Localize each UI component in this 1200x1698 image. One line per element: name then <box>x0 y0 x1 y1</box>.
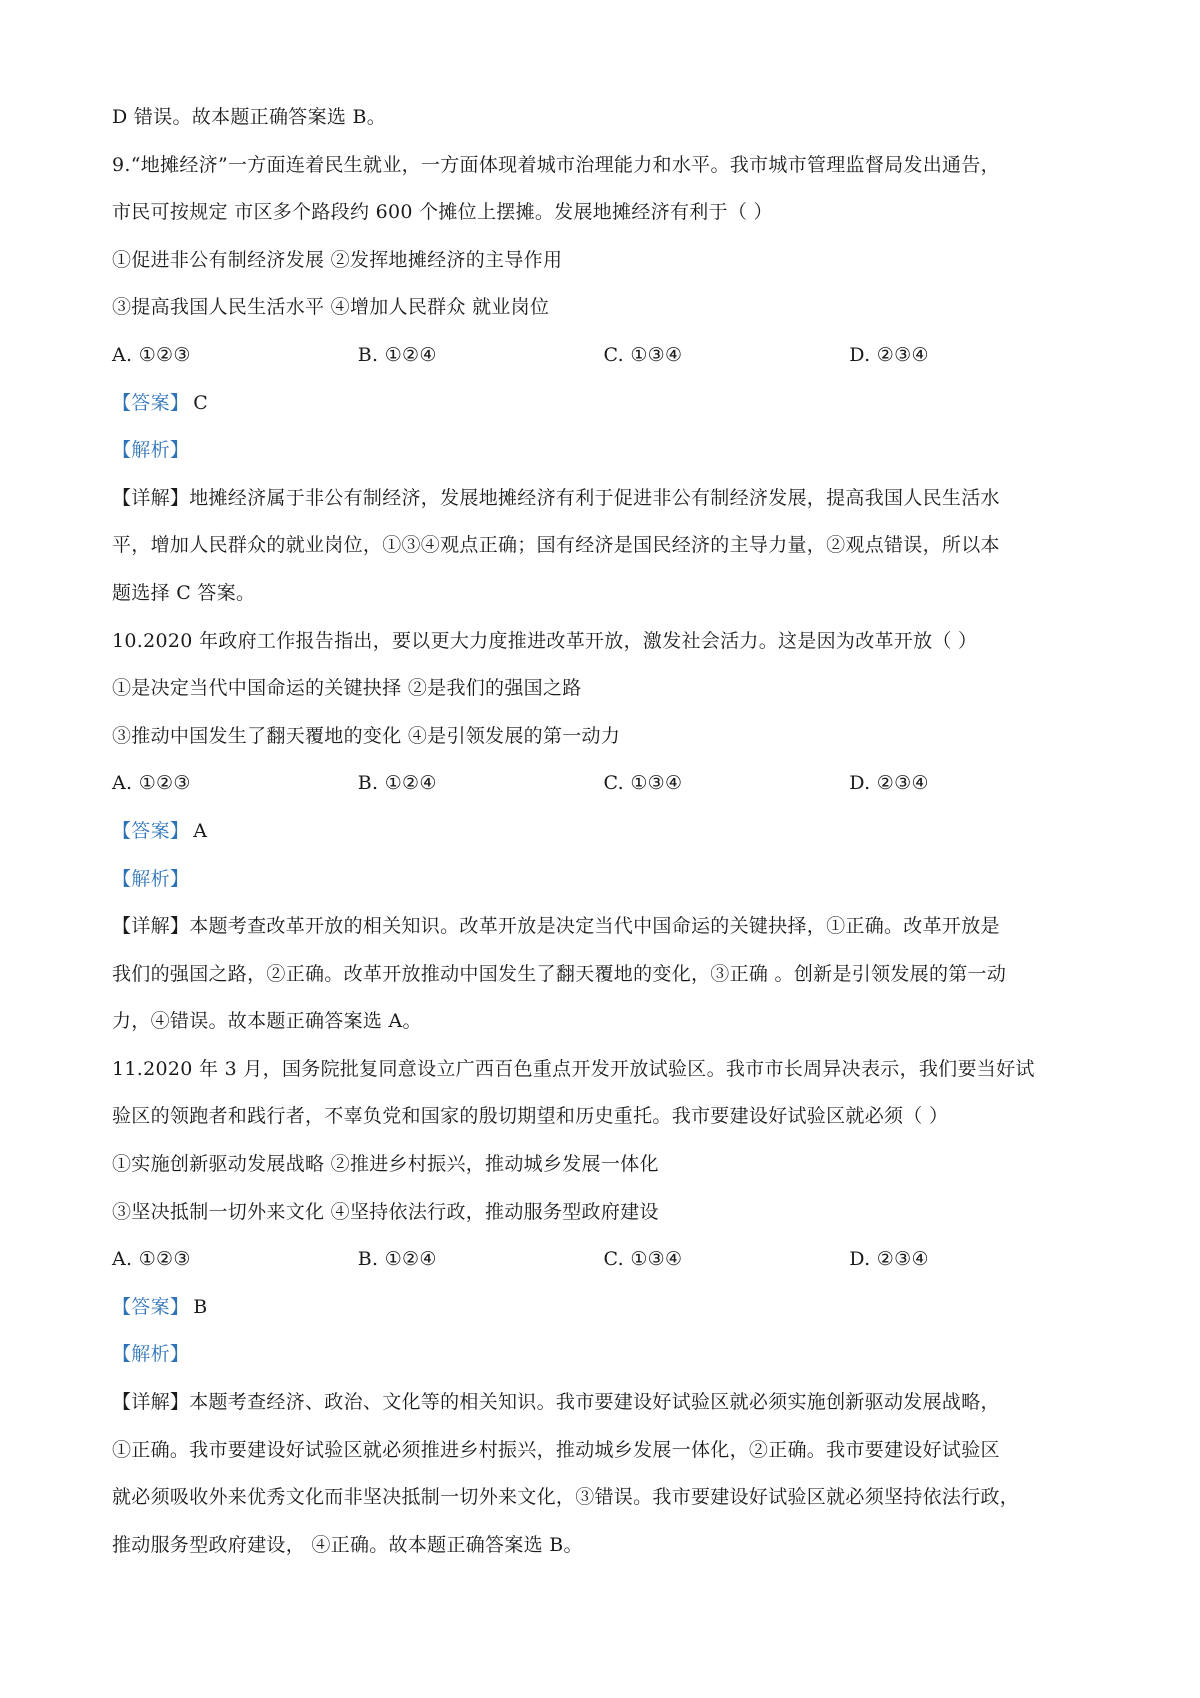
option-d: D. ②③④ <box>849 772 929 795</box>
option-b: B. ①②④ <box>357 772 437 795</box>
question-11 <box>112 1046 1095 1570</box>
statement-line: ③提高我国人民生活水平 ④增加人民群众 就业岗位 <box>112 296 550 319</box>
option-d: D. ②③④ <box>849 343 929 366</box>
question-stem-line: 11.2020 年 3 月，国务院批复同意设立广西百色重点开发开放试验区。我市市长周异决表示，我们要当好试 <box>112 1057 1035 1080</box>
option-a: A. ①②③ <box>112 772 191 795</box>
statement-line: ①促进非公有制经济发展 ②发挥地摊经济的主导作用 <box>112 248 563 271</box>
detail-line: 【详解】本题考查经济、政治、文化等的相关知识。我市要建设好试验区就必须实施创新驱动发展战略， <box>112 1391 1000 1414</box>
option-a: A. ①②③ <box>112 343 191 366</box>
analysis-line <box>112 427 1095 475</box>
question-stem-line: 市民可按规定 市区多个路段约 600 个摊位上摆摊。发展地摊经济有利于（ ） <box>112 201 773 224</box>
analysis-line <box>112 1331 1095 1379</box>
detail-line: 【详解】本题考查改革开放的相关知识。改革开放是决定当代中国命运的关键抉择，①正确。改革开放是 <box>112 915 1000 938</box>
analysis-tag: 【解析】 <box>112 1343 190 1366</box>
detail-line: 力，④错误。故本题正确答案选 A。 <box>112 1010 422 1033</box>
answer-value: B <box>193 1295 208 1318</box>
question-9 <box>112 142 1095 618</box>
analysis-tag: 【解析】 <box>112 439 190 462</box>
question-10 <box>112 618 1095 1046</box>
detail-line: 题选择 C 答案。 <box>112 581 256 604</box>
answer-value: A <box>193 819 208 842</box>
option-c: C. ①③④ <box>603 772 683 795</box>
analysis-tag: 【解析】 <box>112 867 190 890</box>
statement-line: ③坚决抵制一切外来文化 ④坚持依法行政，推动服务型政府建设 <box>112 1200 659 1223</box>
intro-line: D 错误。故本题正确答案选 B。 <box>112 106 387 128</box>
question-stem-line: 9.“地摊经济”一方面连着民生就业，一方面体现着城市治理能力和水平。我市城市管理监督局发出通告， <box>112 153 1000 176</box>
answer-tag: 【答案】 <box>112 391 190 414</box>
option-c: C. ①③④ <box>603 343 683 366</box>
answer-value: C <box>193 391 209 414</box>
answer-line <box>112 380 1095 428</box>
statement-line: ③推动中国发生了翻天覆地的变化 ④是引领发展的第一动力 <box>112 724 621 747</box>
answer-tag: 【答案】 <box>112 1295 190 1318</box>
statement-line: ①实施创新驱动发展战略 ②推进乡村振兴，推动城乡发展一体化 <box>112 1153 659 1176</box>
answer-tag: 【答案】 <box>112 819 190 842</box>
option-b: B. ①②④ <box>357 343 437 366</box>
options-row <box>112 760 1095 808</box>
option-b: B. ①②④ <box>357 1248 437 1271</box>
answer-line <box>112 1284 1095 1332</box>
statement-line: ①是决定当代中国命运的关键抉择 ②是我们的强国之路 <box>112 677 582 700</box>
question-stem-line: 验区的领跑者和践行者，不辜负党和国家的殷切期望和历史重托。我市要建设好试验区就必须（ ） <box>112 1105 949 1128</box>
options-row <box>112 332 1095 380</box>
detail-line: 平，增加人民群众的就业岗位，①③④观点正确；国有经济是国民经济的主导力量，②观点错误，所以本 <box>112 534 1000 557</box>
detail-line: 推动服务型政府建设， ④正确。故本题正确答案选 B。 <box>112 1533 583 1556</box>
answer-line <box>112 808 1095 856</box>
detail-line: 【详解】地摊经济属于非公有制经济，发展地摊经济有利于促进非公有制经济发展，提高我国人民生活水 <box>112 486 1000 509</box>
detail-line: ①正确。我市要建设好试验区就必须推进乡村振兴，推动城乡发展一体化，②正确。我市要建设好试验区 <box>112 1438 1000 1461</box>
option-d: D. ②③④ <box>849 1248 929 1271</box>
detail-line: 就必须吸收外来优秀文化而非坚决抵制一切外来文化，③错误。我市要建设好试验区就必须坚持依法行政， <box>112 1486 1020 1509</box>
option-a: A. ①②③ <box>112 1248 191 1271</box>
analysis-line <box>112 856 1095 904</box>
option-c: C. ①③④ <box>603 1248 683 1271</box>
question-stem-line: 10.2020 年政府工作报告指出，要以更大力度推进改革开放，激发社会活力。这是因为改革开放（ ） <box>112 629 978 652</box>
detail-line: 我们的强国之路，②正确。改革开放推动中国发生了翻天覆地的变化，③正确 。创新是引领发展的第一动 <box>112 962 1007 985</box>
options-row <box>112 1236 1095 1284</box>
